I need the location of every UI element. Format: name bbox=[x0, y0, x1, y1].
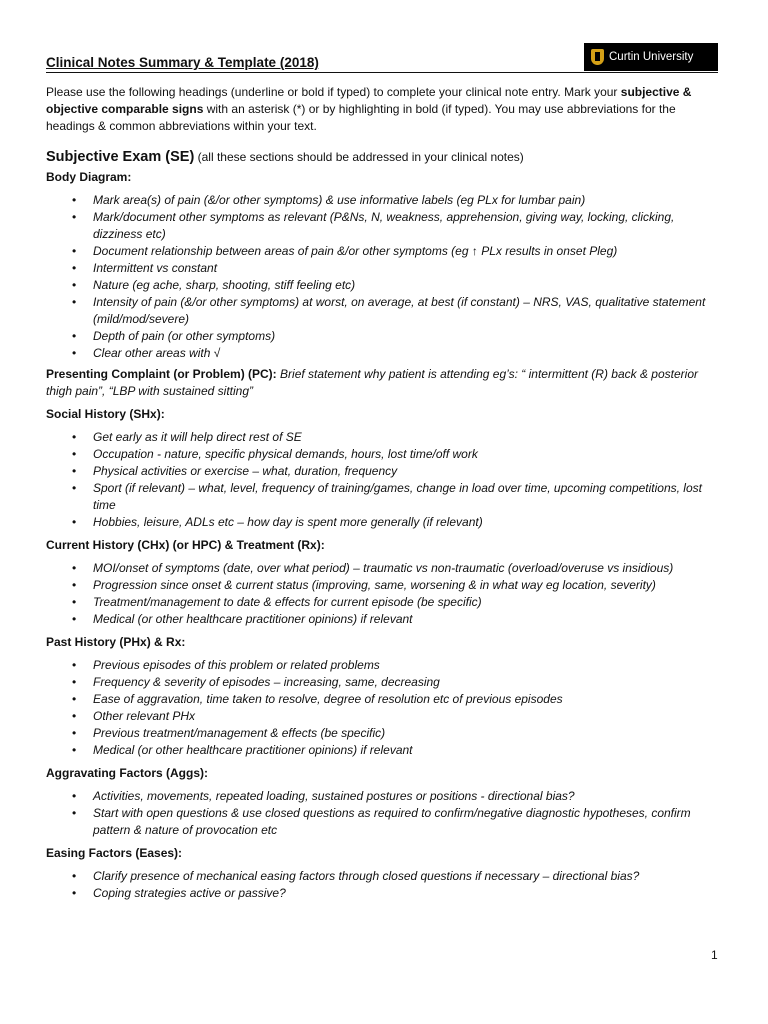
list-item: • Medical (or other healthcare practitioner opinions) if relevant bbox=[46, 742, 710, 759]
body-diagram-list bbox=[46, 192, 710, 362]
list-item: • Other relevant PHx bbox=[46, 708, 710, 725]
list-item: • Depth of pain (or other symptoms) bbox=[46, 328, 710, 345]
list-item: • Ease of aggravation, time taken to resolve, degree of resolution etc of previous episodes bbox=[46, 691, 710, 708]
list-item: • Previous episodes of this problem or related problems bbox=[46, 657, 710, 674]
list-item: • Clarify presence of mechanical easing factors through closed questions if necessary – directional bias? bbox=[46, 868, 710, 885]
section-heading-easing-factors: Easing Factors (Eases): bbox=[46, 846, 183, 860]
list-item: • Treatment/management to date & effects for current episode (be specific) bbox=[46, 594, 710, 611]
intro-text-2: with an asterisk (*) or by highlighting in bold (if typed). You may use abbreviations for the headings & common abbreviations within your text. bbox=[46, 102, 676, 133]
presenting-complaint bbox=[46, 366, 710, 400]
list-item: • Sport (if relevant) – what, level, frequency of training/games, change in load over time, upcoming competitions, lost time bbox=[46, 480, 710, 514]
list-item: • Progression since onset & current status (improving, same, worsening & in what way eg location, severity) bbox=[46, 577, 710, 594]
intro-text-1: Please use the following headings (underline or bold if typed) to complete your clinical note entry. Mark your bbox=[46, 85, 621, 99]
list-item: • Frequency & severity of episodes – increasing, same, decreasing bbox=[46, 674, 710, 691]
aggravating-factors-list bbox=[46, 788, 710, 839]
subjective-exam-note: (all these sections should be addressed in your clinical notes) bbox=[194, 150, 524, 164]
section-heading-social-history: Social History (SHx): bbox=[46, 407, 165, 421]
list-item: • Start with open questions & use closed questions as required to confirm/negative diagnostic hypotheses, confirm pattern & nature of provocation etc bbox=[46, 805, 710, 839]
list-item: • Nature (eg ache, sharp, shooting, stiff feeling etc) bbox=[46, 277, 710, 294]
document-title: Clinical Notes Summary & Template (2018) bbox=[46, 55, 319, 70]
title-row bbox=[46, 51, 718, 73]
list-item: • Physical activities or exercise – what, duration, frequency bbox=[46, 463, 710, 480]
page-number: 1 bbox=[711, 948, 718, 962]
easing-factors-list bbox=[46, 868, 710, 902]
logo-text: Curtin University bbox=[609, 51, 694, 63]
list-item: • Previous treatment/management & effects (be specific) bbox=[46, 725, 710, 742]
list-item: • Activities, movements, repeated loading, sustained postures or positions - directional bias? bbox=[46, 788, 710, 805]
section-heading-body-diagram: Body Diagram: bbox=[46, 170, 132, 184]
intro-bold: subjective & objective comparable signs bbox=[46, 85, 692, 116]
document-body bbox=[46, 84, 710, 902]
presenting-complaint-text: Brief statement why patient is attending eg’s: “ intermittent (R) back & posterior thigh pain”, “LBP with sustained sitting” bbox=[46, 367, 698, 398]
list-item: • Get early as it will help direct rest of SE bbox=[46, 429, 710, 446]
subjective-exam-heading bbox=[46, 147, 710, 167]
list-item: • Mark area(s) of pain (&/or other symptoms) & use informative labels (eg PLx for lumbar pain) bbox=[46, 192, 710, 209]
past-history-list bbox=[46, 657, 710, 759]
section-heading-current-history: Current History (CHx) (or HPC) & Treatment (Rx): bbox=[46, 538, 325, 552]
list-item: • Hobbies, leisure, ADLs etc – how day is spent more generally (if relevant) bbox=[46, 514, 710, 531]
list-item: • MOI/onset of symptoms (date, over what period) – traumatic vs non-traumatic (overload/overuse vs insidious) bbox=[46, 560, 710, 577]
list-item: • Occupation - nature, specific physical demands, hours, lost time/off work bbox=[46, 446, 710, 463]
social-history-list bbox=[46, 429, 710, 531]
list-item: • Coping strategies active or passive? bbox=[46, 885, 710, 902]
list-item: • Intensity of pain (&/or other symptoms) at worst, on average, at best (if constant) – NRS, VAS, qualitative statement (mild/mod/severe) bbox=[46, 294, 710, 328]
shield-icon bbox=[591, 49, 604, 65]
list-item: • Mark/document other symptoms as relevant (P&Ns, N, weakness, apprehension, giving way, locking, clicking, dizziness etc) bbox=[46, 209, 710, 243]
section-heading-presenting-complaint: Presenting Complaint (or Problem) (PC): bbox=[46, 367, 277, 381]
subjective-exam-title: Subjective Exam (SE) bbox=[46, 149, 195, 165]
list-item: • Medical (or other healthcare practitioner opinions) if relevant bbox=[46, 611, 710, 628]
list-item: • Intermittent vs constant bbox=[46, 260, 710, 277]
section-heading-aggravating-factors: Aggravating Factors (Aggs): bbox=[46, 766, 209, 780]
intro-paragraph bbox=[46, 84, 710, 135]
list-item: • Clear other areas with √ bbox=[46, 345, 710, 362]
current-history-list bbox=[46, 560, 710, 628]
curtin-university-logo bbox=[584, 43, 718, 71]
list-item: • Document relationship between areas of pain &/or other symptoms (eg ↑ PLx results in onset Pleg) bbox=[46, 243, 710, 260]
section-heading-past-history: Past History (PHx) & Rx: bbox=[46, 635, 186, 649]
